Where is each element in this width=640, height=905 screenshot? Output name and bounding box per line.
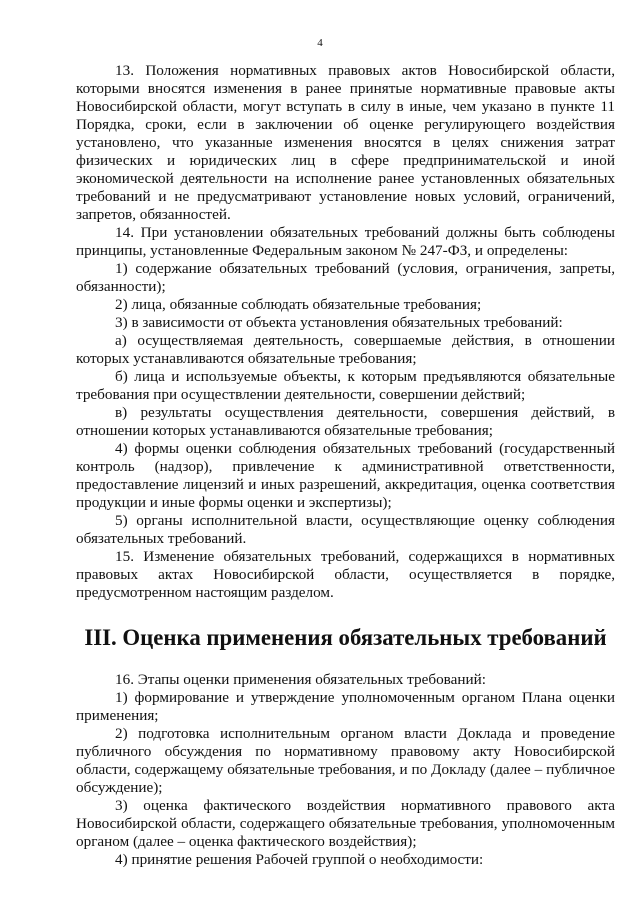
list-item-16-3: 3) оценка фактического воздействия нормативного правового акта Новосибирской области, содержащего обязательные требования, уполномоченным органом (далее – оценка фактического воздействия); [76,797,615,850]
paragraph-16: 16. Этапы оценки применения обязательных требований: [115,671,486,688]
document-body [76,62,615,869]
list-item-14-1: 1) содержание обязательных требований (условия, ограничения, запреты, обязанности); [76,260,615,295]
list-item-14-3: 3) в зависимости от объекта установления обязательных требований: [115,314,563,331]
list-item-16-1: 1) формирование и утверждение уполномоченным органом Плана оценки применения; [76,689,615,724]
list-item-14-3-a: а) осуществляемая деятельность, совершаемые действия, в отношении которых устанавливаются обязательные требования; [76,332,615,367]
list-item-16-2: 2) подготовка исполнительным органом власти Доклада и проведение публичного обсуждения по нормативному правовому акту Новосибирской области, содержащему обязательные требования, и по Докладу (далее – публичное обсуждение); [76,725,615,796]
list-item-14-4: 4) формы оценки соблюдения обязательных требований (государственный контроль (надзор), привлечение к административной ответственности, предоставление лицензий и иных разрешений, аккредитация, оценка соответствия продукции и иные формы оценки и экспертизы); [76,440,615,511]
paragraph-15: 15. Изменение обязательных требований, содержащихся в нормативных правовых актах Новосибирской области, осуществляется в порядке, предусмотренном настоящим разделом. [76,548,615,601]
list-item-14-5: 5) органы исполнительной власти, осуществляющие оценку соблюдения обязательных требований. [76,512,615,547]
list-item-16-4: 4) принятие решения Рабочей группой о необходимости: [115,851,484,868]
list-item-14-3-b: б) лица и используемые объекты, к которым предъявляются обязательные требования при осуществлении деятельности, совершении действий; [76,368,615,403]
list-item-14-3-v: в) результаты осуществления деятельности, совершения действий, в отношении которых устанавливаются обязательные требования; [76,404,615,439]
paragraph-13: 13. Положения нормативных правовых актов Новосибирской области, которыми вносятся изменения в ранее принятые нормативные правовые акты Новосибирской области, могут вступать в силу в иные, чем указано в пункте 11 Порядка, сроки, если в заключении об оценке регулирующего воздействия установлено, что указанные изменения вносятся в целях снижения затрат физических и юридических лиц в сфере предпринимательской и иной экономической деятельности на исполнение ранее установленных обязательных требований и не предусматривают установление новых условий, ограничений, запретов, обязанностей. [76,62,615,223]
section-heading: III. Оценка применения обязательных требований [84,625,607,650]
paragraph-14: 14. При установлении обязательных требований должны быть соблюдены принципы, установленные Федеральным законом № 247-ФЗ, и определены: [76,224,615,259]
list-item-14-2: 2) лица, обязанные соблюдать обязательные требования; [115,296,482,313]
page-number: 4 [317,37,323,49]
